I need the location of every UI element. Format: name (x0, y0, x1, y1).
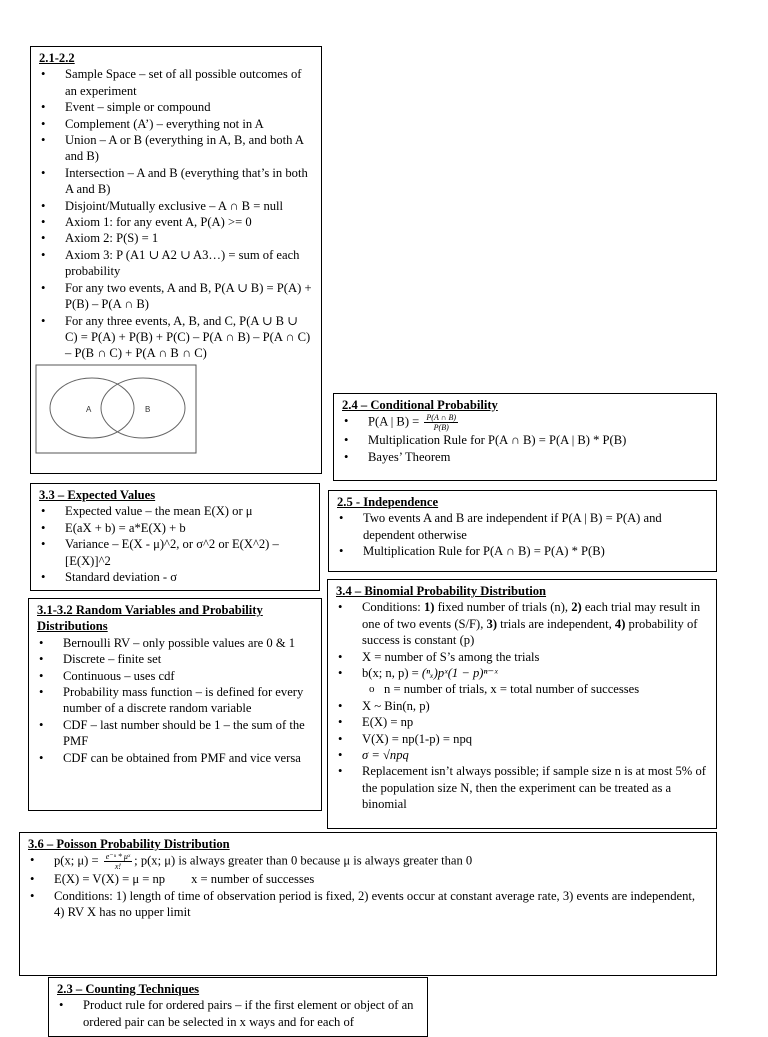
text-run: x = number of successes (191, 872, 315, 887)
list-item: • Conditions: 1) length of time of observation period is fixed, 2) events occur at constant average rate, 3) events are independent, 4) RV X has no upper limit (28, 888, 708, 921)
text-run: E(X) = V(X) = μ = np (54, 872, 166, 887)
list-item: • CDF can be obtained from PMF and vice versa (37, 750, 313, 766)
bullet-list (342, 413, 708, 465)
list-item: • Disjoint/Mutually exclusive – A ∩ B = null (39, 198, 313, 214)
section-2-5 (328, 490, 717, 572)
text-run-bold: 1) (423, 600, 435, 615)
text-run: fixed number of trials (n), (434, 600, 572, 615)
formula-prefix: P(A | B) = (368, 414, 423, 429)
bullet-list (28, 852, 708, 920)
text-run: ; p(x; μ) is always greater than 0 because μ is always greater than 0 (134, 853, 473, 868)
list-item: • Multiplication Rule for P(A ∩ B) = P(A | B) * P(B) (342, 432, 708, 448)
list-item: • Sample Space – set of all possible outcomes of an experiment (39, 66, 313, 99)
list-item: • Intersection – A and B (everything that’s in both A and B) (39, 165, 313, 198)
section-heading: 3.6 – Poisson Probability Distribution (28, 837, 230, 851)
section-2-4 (333, 393, 717, 481)
list-item: • Axiom 1: for any event A, P(A) >= 0 (39, 214, 313, 230)
fraction (424, 413, 458, 432)
list-item (342, 413, 708, 432)
list-item: • X ~ Bin(n, p) (336, 698, 708, 714)
formula: σ = √npq (362, 748, 409, 763)
list-item (28, 871, 708, 887)
section-heading: 3.1-3.2 Random Variables and Probability Distributions (37, 603, 263, 634)
bullet-list (39, 503, 311, 585)
section-heading: 2.3 – Counting Techniques (57, 982, 200, 996)
formula-prefix: p(x; μ) = (54, 853, 102, 868)
section-2-1-2-2 (30, 46, 322, 474)
section-3-1-3-2 (28, 598, 322, 811)
list-item: • Probability mass function – is defined for every number of a discrete random variable (37, 684, 313, 717)
fraction-numerator: e⁻ᵘ * μˣ (105, 852, 131, 862)
text-run-bold: 2) (571, 600, 582, 615)
text-run-bold: 3) (486, 616, 498, 631)
section-2-3 (48, 977, 428, 1037)
section-heading: 2.5 - Independence (337, 495, 439, 509)
list-item: • X = number of S’s among the trials (336, 649, 708, 665)
list-item: • For any three events, A, B, and C, P(A ∪ B ∪ C) = P(A) + P(B) + P(C) – P(A ∩ B) – P(A ∩ C) – P(B ∩ C) + P(A ∩ B ∩ C) (39, 313, 313, 362)
fraction-denominator: P(B) (433, 423, 449, 433)
list-item: • Bernoulli RV – only possible values are 0 & 1 (37, 635, 313, 651)
list-item: • Continuous – uses cdf (37, 668, 313, 684)
list-item: • Product rule for ordered pairs – if the first element or object of an ordered pair can be selected in x ways and for each of (57, 997, 419, 1030)
text-run: trials are independent, (497, 616, 615, 631)
list-item: • V(X) = np(1-p) = npq (336, 731, 708, 747)
list-item: • Complement (A’) – everything not in A (39, 116, 313, 132)
formula-prefix: b(x; n, p) = (362, 666, 422, 681)
formula: (ⁿₓ)pˣ(1 − p)ⁿ⁻ˣ (421, 666, 498, 681)
bullet-list (37, 635, 313, 766)
section-3-3 (30, 483, 320, 591)
fraction-denominator: x! (114, 862, 122, 872)
section-3-6 (19, 832, 717, 976)
section-heading: 2.1-2.2 (39, 51, 75, 65)
bullet-list (57, 997, 419, 1030)
list-item: • For any two events, A and B, P(A ∪ B) = P(A) + P(B) – P(A ∩ B) (39, 280, 313, 313)
list-item: • Bayes’ Theorem (342, 449, 708, 465)
list-item: • Event – simple or compound (39, 99, 313, 115)
list-item: • Axiom 2: P(S) = 1 (39, 230, 313, 246)
list-item: • Expected value – the mean E(X) or μ (39, 503, 311, 519)
list-item: • CDF – last number should be 1 – the sum of the PMF (37, 717, 313, 750)
bullet-list (39, 66, 313, 361)
list-item (336, 747, 708, 763)
list-item: • Standard deviation - σ (39, 569, 311, 585)
list-item: • Two events A and B are independent if P(A | B) = P(A) and dependent otherwise (337, 510, 708, 543)
section-heading: 2.4 – Conditional Probability (342, 398, 498, 412)
fraction-numerator: P(A ∩ B) (426, 413, 457, 423)
text-run: Conditions: (362, 600, 424, 615)
text-run: probability of success is constant (p) (362, 616, 698, 648)
section-3-4 (327, 579, 717, 829)
list-item: • Replacement isn’t always possible; if sample size n is at most 5% of the population size N, then the experiment can be treated as a binomial (336, 763, 708, 812)
list-item: • E(aX + b) = a*E(X) + b (39, 520, 311, 536)
list-item (28, 852, 708, 871)
section-heading: 3.3 – Expected Values (39, 488, 156, 502)
text-run: each trial may result in one of two events (S/F), (362, 600, 701, 631)
list-item: • Axiom 3: P (A1 ∪ A2 ∪ A3…) = sum of each probability (39, 247, 313, 280)
section-heading: 3.4 – Binomial Probability Distribution (336, 584, 547, 598)
list-item: • Multiplication Rule for P(A ∩ B) = P(A) * P(B) (337, 543, 708, 559)
list-item: • Union – A or B (everything in A, B, and both A and B) (39, 132, 313, 165)
bullet-list (336, 599, 708, 812)
bullet-list (337, 510, 708, 559)
fraction (104, 852, 132, 871)
list-item: • Discrete – finite set (37, 651, 313, 667)
venn-label-a: A (86, 404, 92, 414)
text-run-bold: 4) (614, 616, 626, 631)
list-item: • E(X) = np (336, 714, 708, 730)
list-item (336, 599, 708, 648)
venn-diagram (35, 364, 197, 454)
list-item: o n = number of trials, x = total number of successes (336, 681, 708, 697)
list-item: • Variance – E(X - μ)^2, or σ^2 or E(X^2) – [E(X)]^2 (39, 536, 311, 569)
venn-label-b: B (145, 404, 151, 414)
list-item (336, 665, 708, 681)
